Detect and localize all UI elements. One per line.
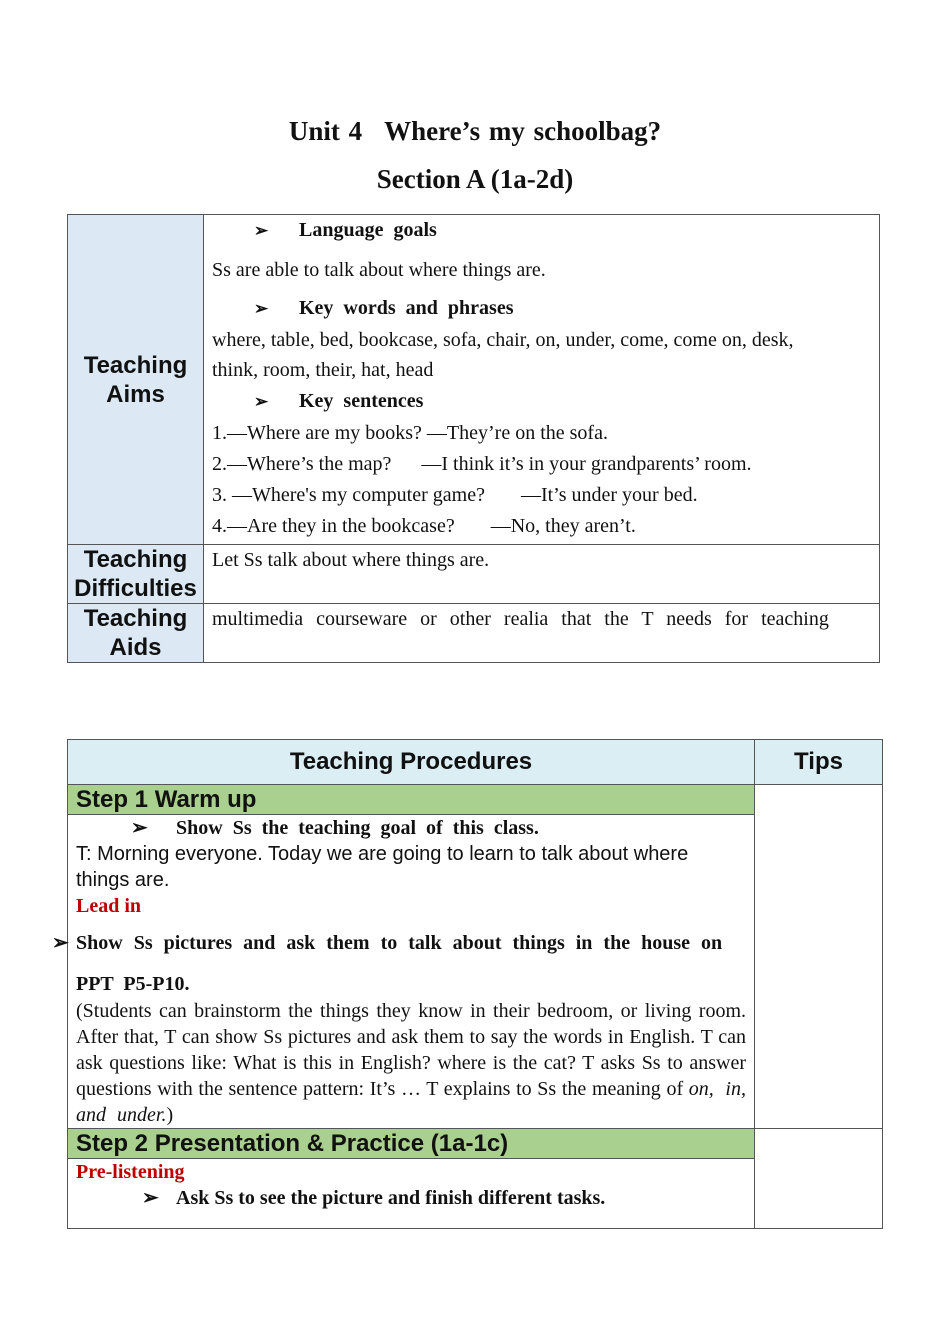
step1-bullet — [76, 815, 746, 841]
procedures-header-row — [68, 740, 883, 785]
teaching-aims-table — [67, 214, 880, 663]
aids-text: multimedia courseware or other realia that the T needs for teaching — [204, 604, 880, 663]
key-words-line: where, table, bed, bookcase, sofa, chair, on, under, come, come on, desk, — [212, 329, 794, 351]
step1-title: Step 1 Warm up — [68, 785, 755, 815]
label-line: Teaching — [83, 546, 188, 573]
key-sentence — [212, 451, 871, 477]
close-paren: ) — [166, 1104, 174, 1126]
key-sentence — [212, 420, 871, 446]
heading-text: Key words and phrases — [299, 297, 514, 319]
label-line: Aids — [109, 634, 162, 661]
aims-row — [68, 215, 880, 545]
label-line: Teaching — [83, 605, 188, 632]
tips-header: Tips — [755, 740, 883, 785]
show-pictures-text: Show Ss pictures and ask them to talk about things in the house on — [76, 932, 723, 954]
arrow-bullet-icon: ➢ — [52, 932, 69, 954]
teaching-aids-label — [68, 604, 204, 663]
italic-words: on, in, and under. — [76, 1078, 746, 1126]
sentence-question: 3. —Where's my computer game? — [212, 484, 485, 506]
teaching-aims-content — [204, 215, 880, 545]
step2-tips-cell — [755, 1129, 883, 1229]
step2-title-row — [68, 1129, 883, 1159]
teaching-difficulties-label — [68, 545, 204, 604]
difficulties-row — [68, 545, 880, 604]
sentence-answer: —It’s under your bed. — [520, 484, 698, 506]
sentence-question: 2.—Where’s the map? — [212, 453, 392, 475]
step1-title-row — [68, 785, 883, 815]
teaching-procedures-table — [52, 739, 883, 1229]
arrow-bullet-icon: ➢ — [254, 221, 269, 240]
label-line: Teaching — [83, 351, 188, 379]
language-goals-text: Ss are able to talk about where things are. — [212, 259, 546, 281]
show-pictures-line — [52, 930, 746, 956]
lead-in-label: Lead in — [76, 895, 142, 917]
key-sentence — [212, 513, 871, 539]
key-sentence — [212, 482, 871, 508]
difficulties-text: Let Ss talk about where things are. — [204, 545, 880, 604]
arrow-bullet-icon: ➢ — [131, 817, 148, 839]
teaching-aims-label — [68, 215, 204, 545]
paragraph-text: (Students can brainstorm the things they know in their bedroom, or living room. After that, T can show Ss pictures and ask them to say the words in English. T can ask questions like: What is this in English? where is the cat? T asks Ss to answer questions with the sentence pattern: It’s … T explains to Ss the meaning of — [76, 1000, 746, 1100]
step1-intro — [76, 841, 746, 893]
sentence-answer: —I think it’s in your grandparents’ room. — [421, 453, 752, 475]
step1-body — [52, 815, 755, 1129]
step2-bullet — [76, 1185, 746, 1211]
arrow-bullet-icon: ➢ — [254, 392, 269, 411]
bullet-text: Ask Ss to see the picture and finish different tasks. — [176, 1187, 606, 1209]
unit-topic: Where’s my schoolbag? — [384, 116, 662, 146]
language-goals-heading — [204, 217, 871, 244]
ppt-reference: PPT P5-P10. — [76, 973, 190, 995]
sentence-question: 1.—Where are my books? — [212, 422, 422, 444]
bullet-text: Show Ss the teaching goal of this class. — [176, 817, 539, 839]
arrow-bullet-icon: ➢ — [254, 299, 269, 318]
step2-body — [68, 1159, 755, 1229]
unit-number: Unit 4 — [288, 116, 363, 146]
unit-title — [0, 116, 950, 147]
procedures-header: Teaching Procedures — [68, 740, 755, 785]
step1-paragraph — [76, 998, 746, 1128]
key-words-heading — [204, 295, 871, 322]
key-sentences-heading — [204, 388, 871, 415]
sentence-answer: —No, they aren’t. — [490, 515, 636, 537]
sentence-question: 4.—Are they in the bookcase? — [212, 515, 455, 537]
section-title: Section A (1a-2d) — [376, 164, 574, 194]
key-words-line: think, room, their, hat, head — [212, 359, 434, 381]
step1-tips-cell — [755, 785, 883, 1129]
heading-text: Key sentences — [299, 390, 424, 412]
aids-row — [68, 604, 880, 663]
label-line: Aims — [106, 380, 165, 408]
label-line: Difficulties — [74, 575, 197, 602]
sentence-answer: —They’re on the sofa. — [426, 422, 608, 444]
intro-text: T: Morning everyone. Today we are going to learn to talk about where things are. — [76, 843, 689, 891]
pre-listening-label: Pre-listening — [76, 1161, 185, 1183]
heading-text: Language goals — [299, 219, 437, 241]
arrow-bullet-icon: ➢ — [142, 1187, 159, 1209]
step2-title: Step 2 Presentation & Practice (1a-1c) — [68, 1129, 755, 1159]
